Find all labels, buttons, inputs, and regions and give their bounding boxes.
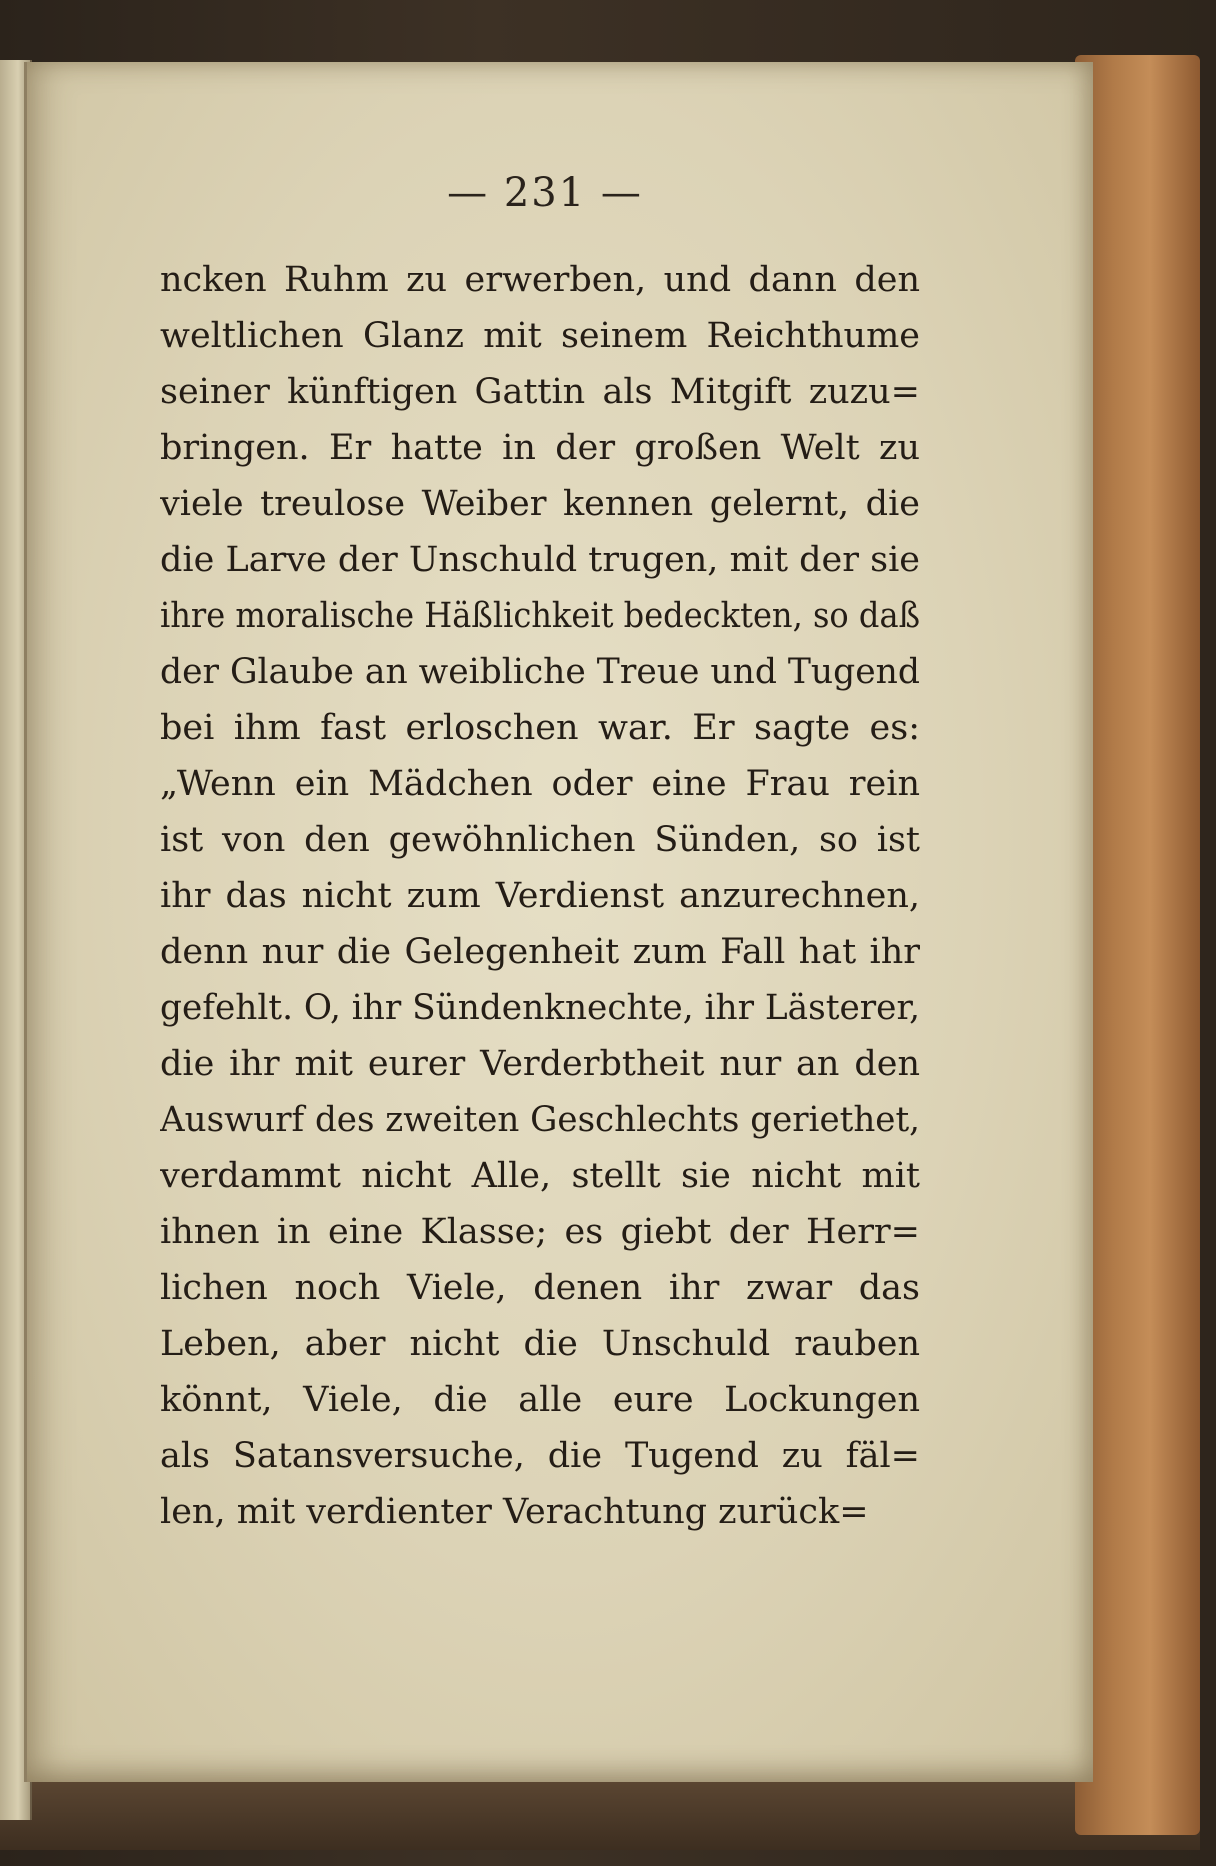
- text-line: „Wenn ein Mädchen oder eine Frau rein: [160, 764, 920, 804]
- text-line: viele treulose Weiber kennen gelernt, die: [160, 484, 920, 524]
- text-line: ihnen in eine Klasse; es giebt der Herr=: [160, 1212, 920, 1252]
- text-line: weltlichen Glanz mit seinem Reichthume: [160, 316, 920, 356]
- text-line: verdammt nicht Alle, stellt sie nicht mit: [160, 1156, 920, 1196]
- text-line: ist von den gewöhnlichen Sünden, so ist: [160, 820, 920, 860]
- page-number: — 231 —: [447, 170, 643, 216]
- book-cover-right-edge: [1075, 55, 1200, 1835]
- text-line: bringen. Er hatte in der großen Welt zu: [160, 428, 920, 468]
- text-line: bei ihm fast erloschen war. Er sagte es:: [160, 708, 920, 748]
- text-line: Leben, aber nicht die Unschuld rauben: [160, 1324, 920, 1364]
- text-line: denn nur die Gelegenheit zum Fall hat ihr: [160, 932, 920, 972]
- text-line: ihr das nicht zum Verdienst anzurechnen,: [160, 876, 920, 916]
- book-cover-bottom-edge: [0, 1780, 1200, 1850]
- text-line: der Glaube an weibliche Treue und Tugend: [160, 652, 920, 692]
- text-line: len, mit verdienter Verachtung zurück=: [160, 1492, 869, 1532]
- text-line: die ihr mit eurer Verderbtheit nur an den: [160, 1044, 920, 1084]
- text-line: die Larve der Unschuld trugen, mit der sie: [160, 540, 920, 580]
- text-line: Auswurf des zweiten Geschlechts geriethet,: [160, 1100, 920, 1140]
- text-line: lichen noch Viele, denen ihr zwar das: [160, 1268, 920, 1308]
- text-line: seiner künftigen Gattin als Mitgift zuzu=: [160, 372, 920, 412]
- body-text: [160, 252, 920, 1540]
- text-line: als Satansversuche, die Tugend zu fäl=: [160, 1436, 920, 1476]
- text-line: gefehlt. O, ihr Sündenknechte, ihr Lästerer,: [160, 988, 920, 1028]
- text-line: ncken Ruhm zu erwerben, und dann den: [160, 260, 920, 300]
- text-line: ihre moralische Häßlichkeit bedeckten, so daß: [160, 596, 920, 636]
- text-line: könnt, Viele, die alle eure Lockungen: [160, 1380, 920, 1420]
